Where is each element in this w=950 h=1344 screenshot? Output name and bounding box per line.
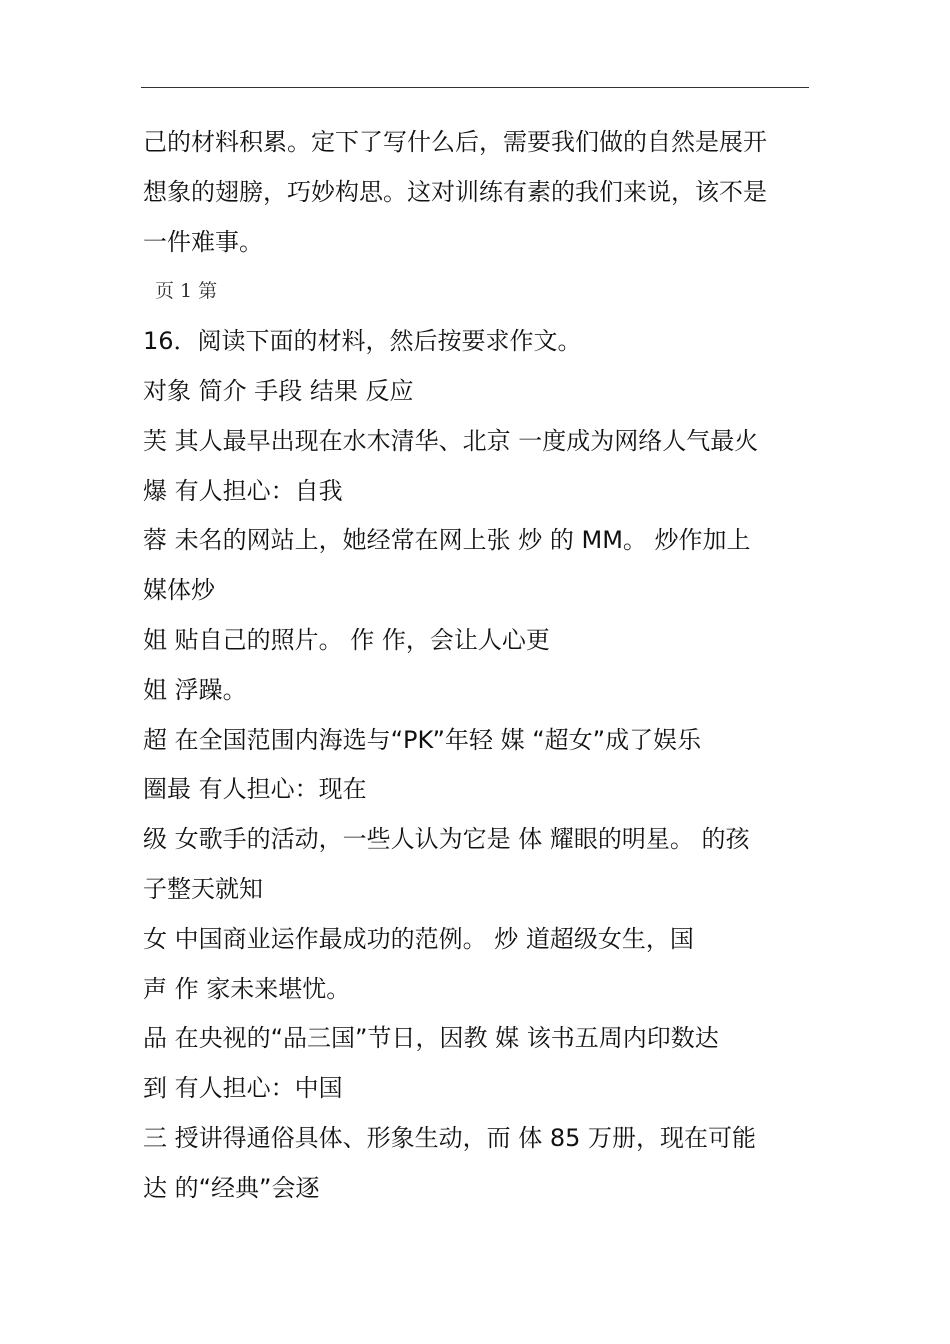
- text-line: 到 有人担心：中国: [143, 1074, 343, 1103]
- text-line: 级 女歌手的活动，一些人认为它是 体 耀眼的明星。 的孩: [143, 825, 750, 854]
- text-line: 一件难事。: [143, 227, 263, 256]
- text-line: 圈最 有人担心：现在: [143, 775, 367, 804]
- text-line: 超 在全国范围内海选与“PK”年轻 媒 “超女”成了娱乐: [143, 725, 702, 754]
- text-line: 蓉 未名的网站上，她经常在网上张 炒 的 MM。 炒作加上: [143, 526, 751, 555]
- text-line: 子整天就知: [143, 874, 263, 903]
- text-line: 想象的翅膀，巧妙构思。这对训练有素的我们来说，该不是: [143, 177, 767, 206]
- document-body: [143, 118, 813, 1214]
- page-number-mark: 页 1 第: [155, 280, 218, 303]
- text-line: 芙 其人最早出现在水木清华、北京 一度成为网络人气最火: [143, 426, 759, 455]
- text-line: 己的材料积累。定下了写什么后，需要我们做的自然是展开: [143, 128, 767, 156]
- header-rule: [141, 87, 809, 88]
- text-line: 姐 浮躁。: [143, 675, 247, 704]
- text-line: 品 在央视的“品三国”节日，因教 媒 该书五周内印数达: [143, 1024, 719, 1053]
- text-line: 姐 贴自己的照片。 作 作，会让人心更: [143, 625, 550, 654]
- text-line: 爆 有人担心：自我: [143, 476, 343, 505]
- text-line: 达 的“经典”会逐: [143, 1173, 320, 1202]
- question-heading: 16．阅读下面的材料，然后按要求作文。: [143, 327, 582, 356]
- text-line: 女 中国商业运作最成功的范例。 炒 道超级女生，国: [143, 924, 694, 953]
- text-line: 媒体炒: [143, 576, 215, 605]
- table-header-row: 对象 简介 手段 结果 反应: [143, 376, 414, 405]
- text-line: 三 授讲得通俗具体、形象生动，而 体 85 万册，现在可能: [143, 1123, 757, 1152]
- text-line: 声 作 家未来堪忧。: [143, 974, 351, 1003]
